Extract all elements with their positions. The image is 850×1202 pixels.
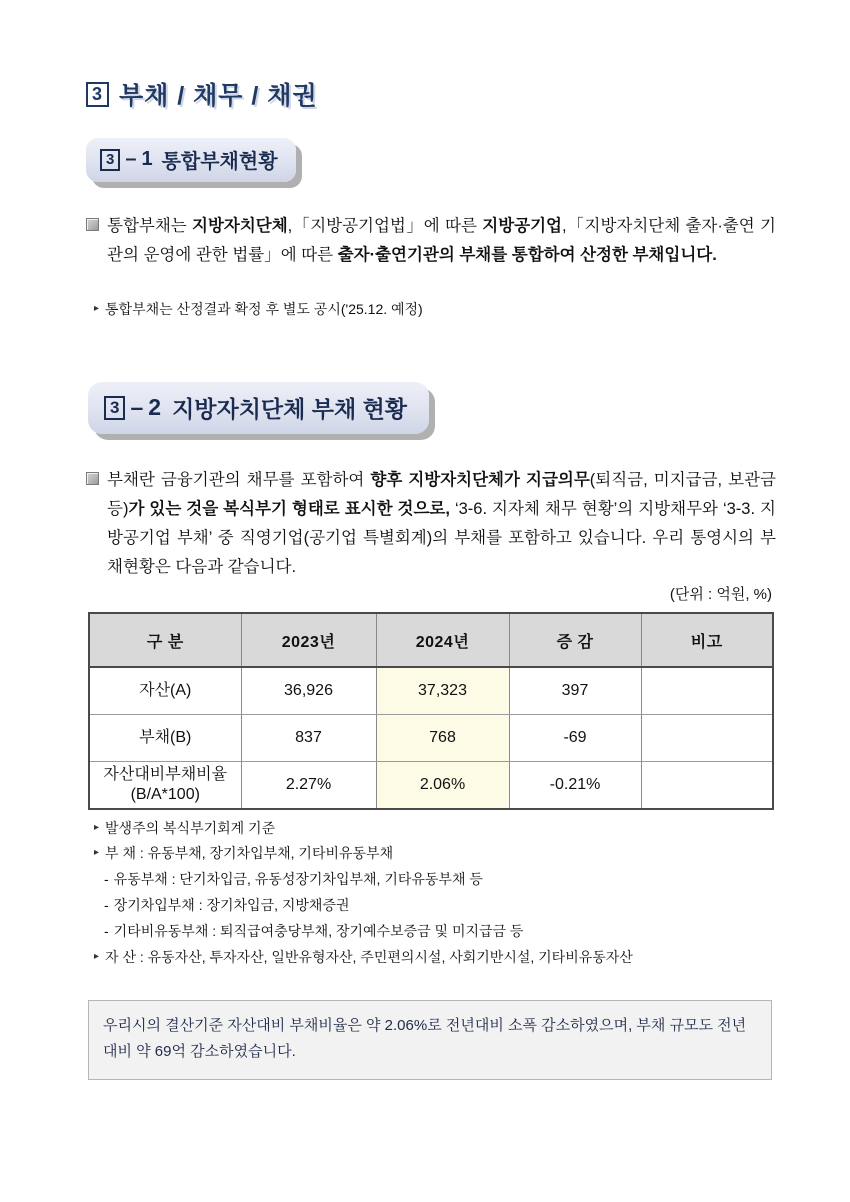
cell-change-asset: 397 [509, 667, 641, 715]
page-title [86, 76, 318, 112]
cell-2024-ratio: 2.06% [376, 762, 509, 810]
table-note-1 [94, 842, 393, 864]
cell-2023-ratio: 2.27% [241, 762, 376, 810]
table-header-cell-4: 비고 [641, 613, 773, 667]
chapter-title-text: 부채 / 채무 / 채권 [119, 82, 318, 110]
cell-remark-liability [641, 715, 773, 762]
table-note-4 [104, 920, 523, 942]
arrow-bullet-icon: ▸ [94, 847, 100, 858]
section-3-1-number-box: 3 [100, 149, 120, 171]
section-3-1-dash: – [125, 148, 137, 170]
section-3-2-index: 2 [148, 394, 162, 420]
table-note-2-text: 유동부채 : 단기차입금, 유동성장기차입부채, 기타유동부채 등 [113, 871, 483, 887]
table-note-5-text: 자 산 : 유동자산, 투자자산, 일반유형자산, 주민편의시설, 사회기반시설, 기타비유동자산 [105, 949, 633, 965]
square-bullet-icon [86, 472, 99, 485]
debt-table [88, 612, 774, 810]
table-header-cell-1: 2023년 [241, 613, 376, 667]
cell-remark-ratio [641, 762, 773, 810]
table-row [89, 667, 773, 715]
section-3-1-paragraph-text: 통합부채는 지방자치단체,「지방공기업법」에 따른 지방공기업,「지방자치단체 출자·출연 기관의 운영에 관한 법률」에 따른 출자·출연기관의 부채를 통합하여 산정한 부채입니다. [107, 217, 776, 264]
arrow-bullet-icon: ▸ [94, 822, 100, 833]
section-3-1-badge [86, 138, 296, 182]
table-note-0-text: 발생주의 복식부기회계 기준 [105, 820, 276, 836]
section-3-2-dash: – [130, 394, 144, 420]
cell-change-liability: -69 [509, 715, 641, 762]
section-3-1-title: 통합부채현황 [161, 151, 278, 173]
cell-2024-asset: 37,323 [376, 667, 509, 715]
section-3-2-number-box: 3 [104, 396, 125, 420]
arrow-bullet-icon: ▸ [94, 951, 100, 962]
table-note-5 [94, 946, 633, 968]
section-3-1-note-text: 통합부채는 산정결과 확정 후 별도 공시('25.12. 예정) [105, 301, 423, 317]
row-label-ratio-line2: (B/A*100) [130, 786, 200, 803]
table-unit-label: (단위 : 억원, %) [669, 586, 772, 603]
table-note-1-text: 부 채 : 유동부채, 장기차입부채, 기타비유동부채 [105, 845, 394, 861]
table-header-row [89, 613, 773, 667]
table-header-cell-0: 구 분 [89, 613, 241, 667]
section-3-1-index: 1 [141, 148, 153, 170]
section-3-2-paragraph [86, 466, 776, 582]
section-3-1-heading [86, 138, 296, 182]
cell-2024-liability: 768 [376, 715, 509, 762]
table-note-2 [104, 868, 483, 890]
section-3-2-heading [88, 382, 429, 434]
table-note-4-text: 기타비유동부채 : 퇴직급여충당부채, 장기예수보증금 및 미지급금 등 [113, 923, 524, 939]
cell-change-ratio: -0.21% [509, 762, 641, 810]
summary-text: 우리시의 결산기준 자산대비 부채비율은 약 2.06%로 전년대비 소폭 감소하였으며, 부채 규모도 전년대비 약 69억 감소하였습니다. [103, 1017, 747, 1060]
square-bullet-icon [86, 218, 99, 231]
section-3-2-title: 지방자치단체 부채 현황 [172, 396, 408, 422]
row-label-ratio [89, 762, 241, 810]
section-3-1-paragraph [86, 212, 776, 270]
section-3-2-paragraph-text: 부채란 금융기관의 채무를 포함하여 향후 지방자치단체가 지급의무(퇴직금, 미지급금, 보관금 등)가 있는 것을 복식부기 형태로 표시한 것으로, ‘3-6. 지자체 채무 현황’의 지방채무와 ‘3-3. 지방공기업 부채’ 중 직영기업(공기업 특별회계)의 부채를 포함하고 있습니다. 우리 통영시의 부채현황은 다음과 같습니다. [107, 471, 776, 576]
arrow-bullet-icon: ▸ [94, 303, 100, 314]
table-row [89, 762, 773, 810]
debt-table-body [89, 667, 773, 809]
table-header-cell-3: 증 감 [509, 613, 641, 667]
dash-bullet-icon: - [104, 871, 109, 887]
dash-bullet-icon: - [104, 897, 109, 913]
section-3-1-note [94, 298, 423, 320]
table-note-3-text: 장기차입부채 : 장기차입금, 지방채증권 [113, 897, 350, 913]
row-label-liability: 부채(B) [89, 715, 241, 762]
debt-table-wrapper [88, 612, 772, 810]
dash-bullet-icon: - [104, 923, 109, 939]
chapter-number-box: 3 [86, 82, 109, 107]
row-label-asset: 자산(A) [89, 667, 241, 715]
table-header-cell-2: 2024년 [376, 613, 509, 667]
section-3-2-badge [88, 382, 429, 434]
summary-box [88, 1000, 772, 1080]
row-label-ratio-line1: 자산대비부채비율 [103, 766, 228, 783]
cell-2023-asset: 36,926 [241, 667, 376, 715]
table-row [89, 715, 773, 762]
cell-remark-asset [641, 667, 773, 715]
table-note-3 [104, 894, 350, 916]
table-note-0 [94, 817, 275, 839]
cell-2023-liability: 837 [241, 715, 376, 762]
